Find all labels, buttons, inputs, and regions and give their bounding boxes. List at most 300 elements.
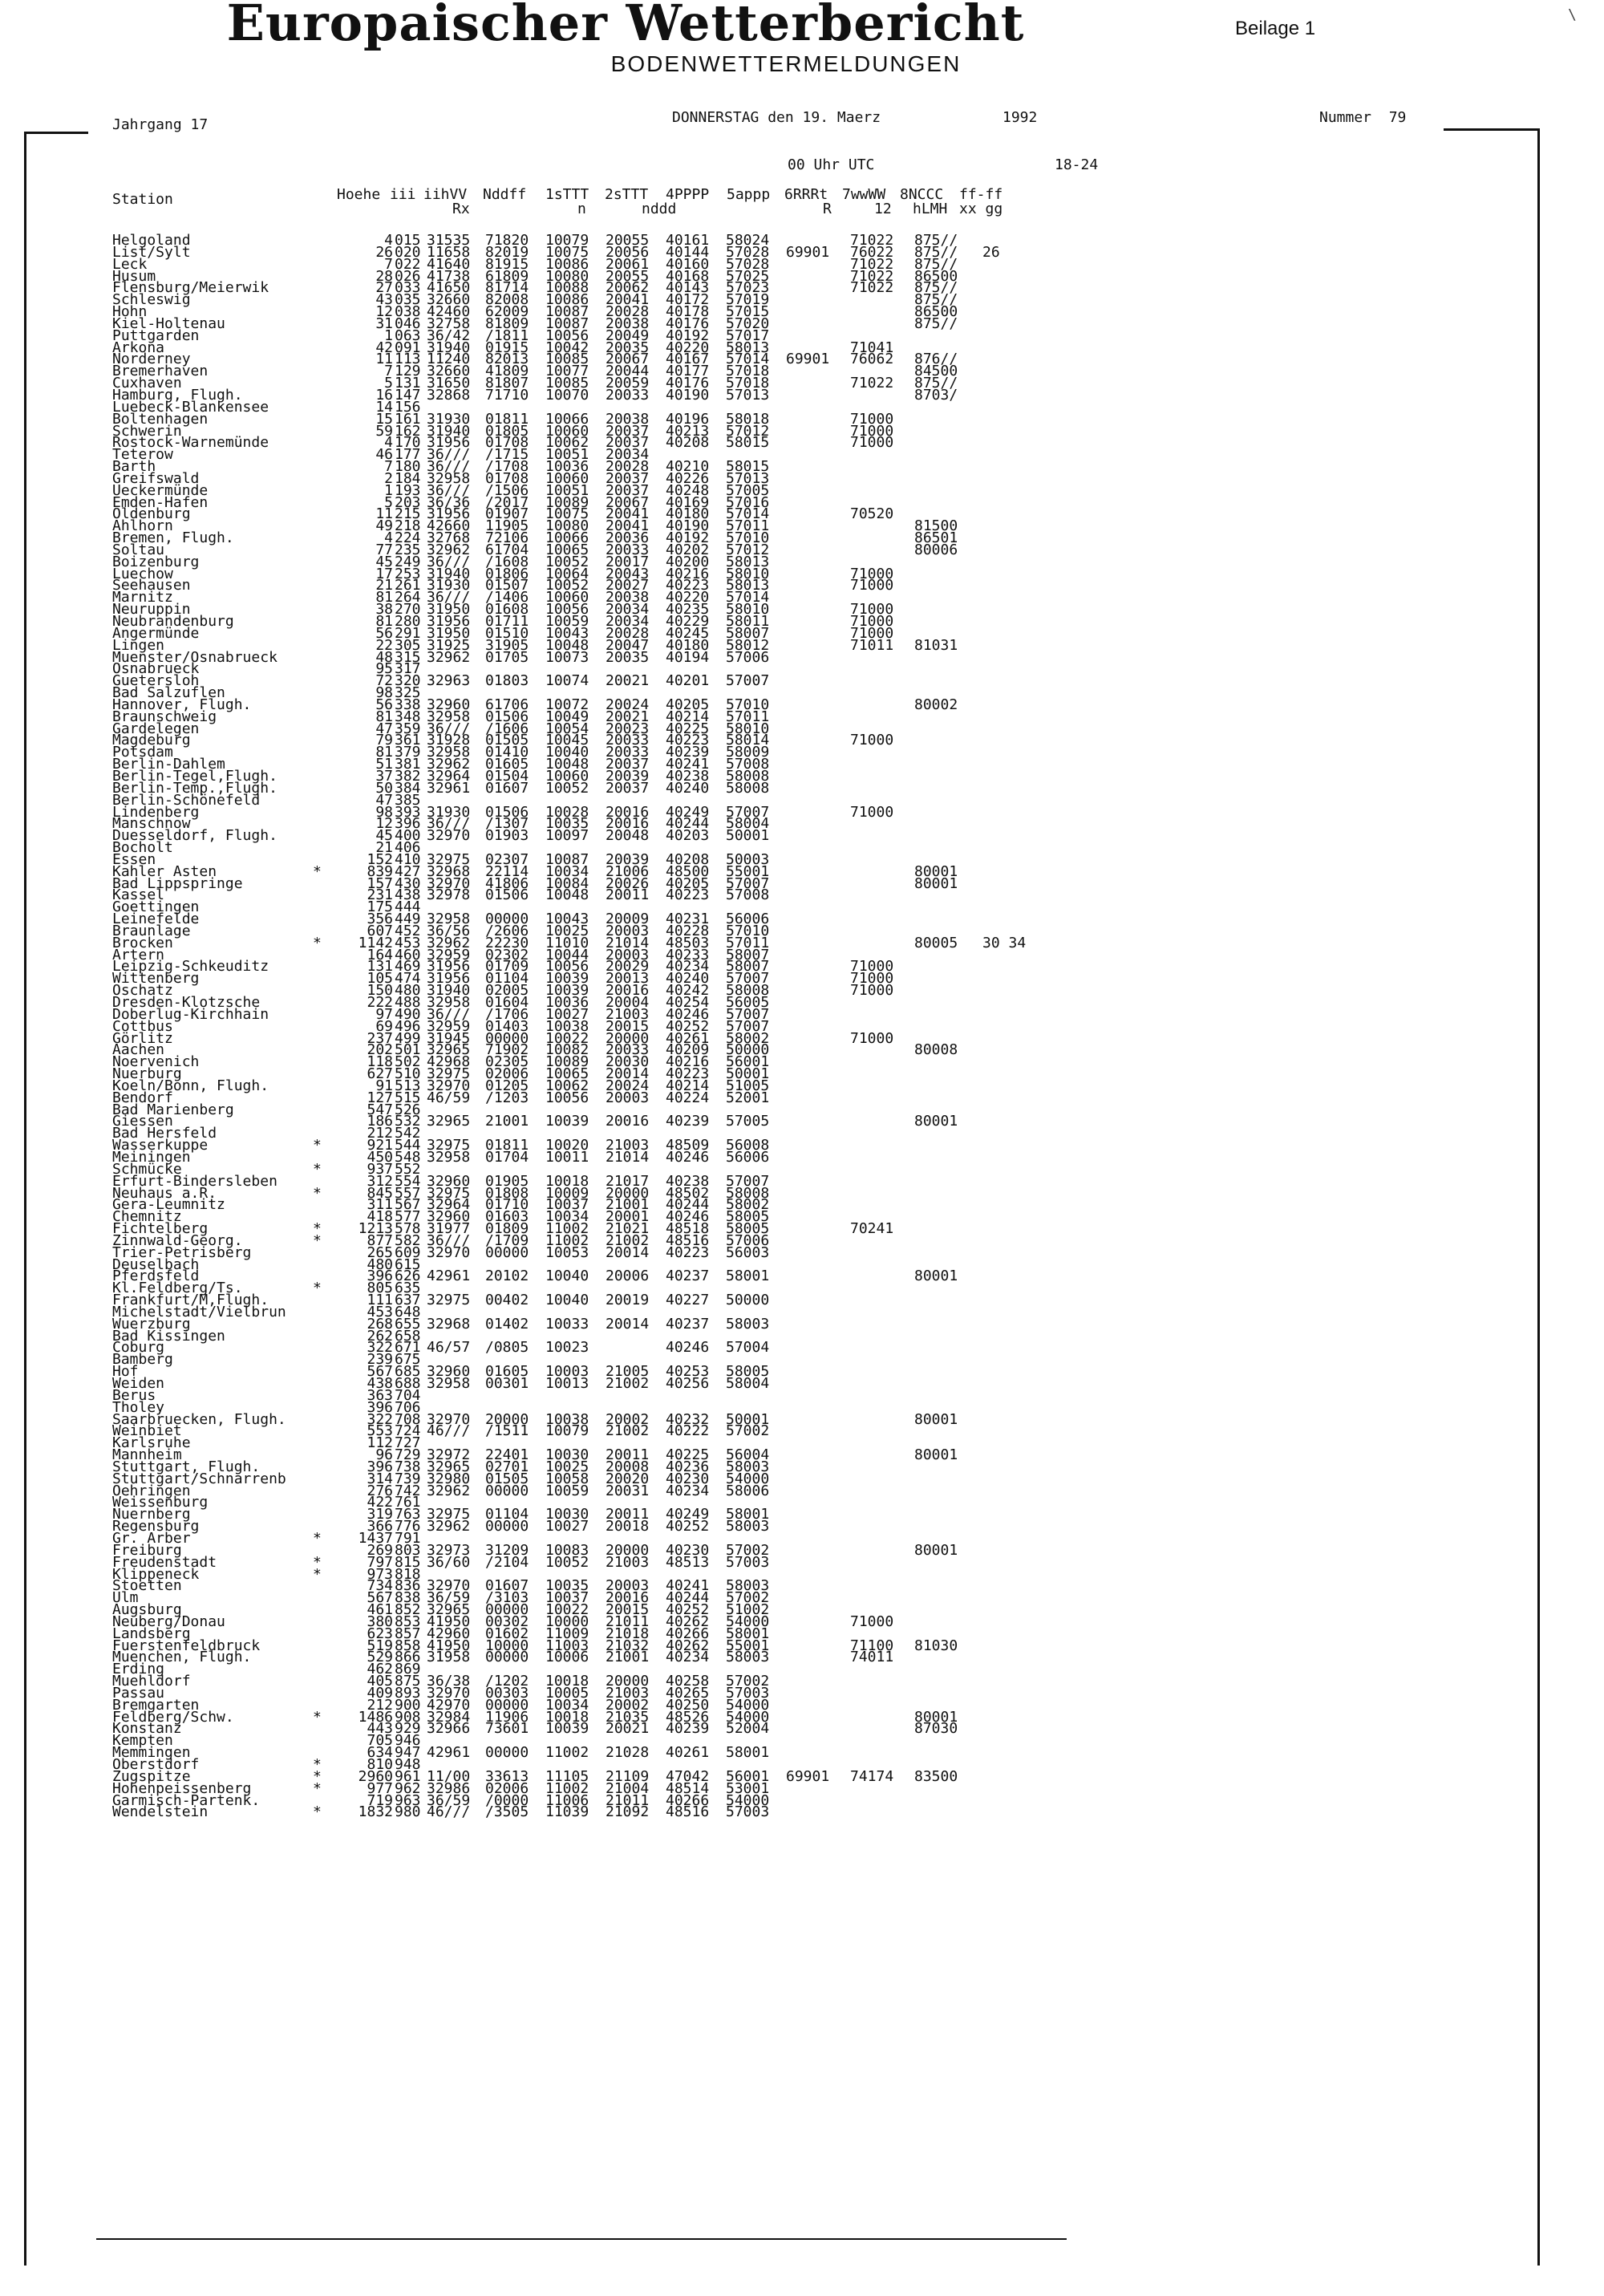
table-row <box>112 1577 1187 1595</box>
p4-value: 40239 <box>666 1113 710 1130</box>
nddff-value: 01602 <box>485 1625 529 1642</box>
station-index: 803 <box>395 1541 421 1559</box>
nddff-value: 00000 <box>485 1744 529 1762</box>
t1-value: 10044 <box>545 946 589 963</box>
n8-value: 86501 <box>914 529 958 547</box>
t1-value: 10080 <box>545 517 589 535</box>
table-row <box>112 1708 1187 1726</box>
nddff-value: 11906 <box>485 1708 529 1726</box>
station-name: Berus <box>112 1386 156 1404</box>
p5-value: 58001 <box>726 1506 770 1523</box>
p5-value: 58013 <box>726 553 770 570</box>
station-index: 948 <box>395 1756 421 1773</box>
t2-value: 20059 <box>606 375 650 392</box>
iihvv-value: 36/// <box>427 446 471 464</box>
iihvv-value: 11240 <box>427 351 471 368</box>
station-index: 480 <box>395 982 421 1000</box>
station-name: Gr. Arber <box>112 1529 191 1547</box>
height-value: 623 <box>367 1625 393 1642</box>
station-name: Duesseldorf, Flugh. <box>112 827 277 845</box>
p5-value: 57015 <box>726 303 770 321</box>
height-value: 81 <box>375 589 393 606</box>
t2-value: 20037 <box>606 481 650 499</box>
iihvv-value: 32975 <box>427 1184 471 1202</box>
height-value: 15 <box>375 410 393 428</box>
t1-value: 11002 <box>545 1231 589 1249</box>
t2-value: 20004 <box>606 994 650 1011</box>
w7-value: 76062 <box>850 351 894 368</box>
station-name: Kiel-Holtenau <box>112 314 225 332</box>
station-index: 253 <box>395 565 421 582</box>
t2-value: 20035 <box>606 648 650 666</box>
station-name: Aachen <box>112 1041 165 1059</box>
p4-value: 40253 <box>666 1363 710 1381</box>
height-value: 356 <box>367 911 393 928</box>
table-row <box>112 375 1187 392</box>
height-value: 26 <box>375 243 393 261</box>
col-2sttt: 2sTTT <box>605 186 649 203</box>
table-row <box>112 327 1187 344</box>
p4-value: 40160 <box>666 255 710 273</box>
w7-value: 71100 <box>850 1637 894 1654</box>
p5-value: 58003 <box>726 1649 770 1666</box>
t1-value: 10089 <box>545 493 589 511</box>
nddff-value: 01711 <box>485 613 529 630</box>
p4-value: 40258 <box>666 1673 710 1690</box>
height-value: 322 <box>367 1410 393 1428</box>
station-name: Bamberg <box>112 1351 173 1369</box>
p4-value: 40265 <box>666 1684 710 1702</box>
t1-value: 11003 <box>545 1637 589 1654</box>
station-name: Muehldorf <box>112 1673 191 1690</box>
w7-value: 71022 <box>850 375 894 392</box>
t1-value: 10020 <box>545 1137 589 1154</box>
t1-value: 10037 <box>545 1589 589 1607</box>
beilage-label: Beilage 1 <box>1235 18 1316 39</box>
nddff-value: 01604 <box>485 994 529 1011</box>
nddff-value: 00000 <box>485 1029 529 1047</box>
t2-value: 20001 <box>606 1208 650 1226</box>
iihvv-value: 32973 <box>427 1541 471 1559</box>
t1-value: 10079 <box>545 232 589 249</box>
station-index: 685 <box>395 1363 421 1381</box>
t1-value: 11105 <box>545 1767 589 1785</box>
iihvv-value: 41950 <box>427 1612 471 1630</box>
t2-value: 20043 <box>606 565 650 582</box>
station-index: 946 <box>395 1732 421 1750</box>
p4-value: 40230 <box>666 1541 710 1559</box>
col-station: Station <box>112 191 173 208</box>
t2-value: 20011 <box>606 886 650 904</box>
height-value: 977 <box>367 1779 393 1797</box>
iihvv-value: 32959 <box>427 946 471 963</box>
station-name: Wendelstein <box>112 1803 209 1821</box>
table-row <box>112 922 1187 939</box>
n8-value: 80001 <box>914 1708 958 1726</box>
w7-value: 70520 <box>850 505 894 523</box>
frame-top-right-rule <box>1444 128 1540 131</box>
iihvv-value: 46/57 <box>427 1339 471 1357</box>
station-name: Passau <box>112 1684 165 1702</box>
t2-value: 20041 <box>606 517 650 535</box>
t1-value: 10048 <box>545 756 589 773</box>
t2-value: 20033 <box>606 541 650 558</box>
col-1sttt-sub: n <box>577 201 586 217</box>
iihvv-value: 32968 <box>427 1315 471 1333</box>
iihvv-value: 32962 <box>427 648 471 666</box>
p5-value: 54000 <box>726 1696 770 1714</box>
nddff-value: /3103 <box>485 1589 529 1607</box>
p5-value: 57010 <box>726 696 770 713</box>
nddff-value: 00301 <box>485 1375 529 1392</box>
station-index: 235 <box>395 541 421 558</box>
p4-value: 40223 <box>666 577 710 594</box>
station-index: 384 <box>395 779 421 797</box>
t2-value: 20067 <box>606 351 650 368</box>
nddff-value: 01505 <box>485 732 529 749</box>
station-name: Bad Lippspringe <box>112 874 243 892</box>
table-row <box>112 684 1187 702</box>
iihvv-value: 31956 <box>427 505 471 523</box>
table-row <box>112 1779 1187 1797</box>
station-name: Feldberg/Schw. <box>112 1708 234 1726</box>
station-name: Koeln/Bonn, Flugh. <box>112 1077 269 1094</box>
height-value: 186 <box>367 1113 393 1130</box>
nddff-value: 01505 <box>485 1470 529 1487</box>
t1-value: 10043 <box>545 911 589 928</box>
mountain-marker: * <box>313 1529 322 1547</box>
p4-value: 40143 <box>666 279 710 297</box>
station-name: Oehringen <box>112 1482 191 1499</box>
iihvv-value: 32970 <box>427 1684 471 1702</box>
t1-value: 10077 <box>545 363 589 380</box>
iihvv-value: 42660 <box>427 517 471 535</box>
station-name: Dresden-Klotzsche <box>112 994 261 1011</box>
n8-value: 80001 <box>914 874 958 892</box>
table-row <box>112 827 1187 845</box>
nddff-value: 02701 <box>485 1458 529 1475</box>
height-value: 845 <box>367 1184 393 1202</box>
mountain-marker: * <box>313 934 322 951</box>
table-row <box>112 613 1187 630</box>
p4-value: 48514 <box>666 1779 710 1797</box>
height-value: 105 <box>367 970 393 988</box>
n8-value: 80001 <box>914 1446 958 1464</box>
p4-value: 40239 <box>666 744 710 761</box>
height-value: 461 <box>367 1601 393 1619</box>
height-value: 152 <box>367 850 393 868</box>
station-name: Oschatz <box>112 982 173 1000</box>
t2-value: 20019 <box>606 1292 650 1309</box>
station-index: 184 <box>395 469 421 487</box>
t2-value: 21003 <box>606 1553 650 1571</box>
station-index: 474 <box>395 970 421 988</box>
height-value: 69 <box>375 1017 393 1035</box>
w7-value: 71000 <box>850 732 894 749</box>
height-value: 462 <box>367 1661 393 1678</box>
t2-value: 20037 <box>606 434 650 452</box>
t2-value: 20037 <box>606 422 650 440</box>
p5-value: 58012 <box>726 636 770 654</box>
w7-value: 71041 <box>850 339 894 356</box>
t1-value: 10072 <box>545 696 589 713</box>
station-name: Luechow <box>112 565 173 582</box>
t2-value: 20028 <box>606 303 650 321</box>
nddff-value: 01507 <box>485 577 529 594</box>
height-value: 1486 <box>358 1708 393 1726</box>
station-name: Erfurt-Bindersleben <box>112 1172 277 1190</box>
station-name: Karlsruhe <box>112 1434 191 1452</box>
table-row <box>112 1053 1187 1071</box>
table-row <box>112 1113 1187 1130</box>
nddff-value: 01504 <box>485 767 529 785</box>
nddff-value: 21001 <box>485 1113 529 1130</box>
nddff-value: 01104 <box>485 1506 529 1523</box>
iihvv-value: 31956 <box>427 613 471 630</box>
p5-value: 58007 <box>726 624 770 642</box>
table-row <box>112 291 1187 309</box>
station-index: 836 <box>395 1577 421 1595</box>
iihvv-value: 31950 <box>427 601 471 619</box>
t2-value: 20016 <box>606 1589 650 1607</box>
table-row <box>112 1351 1187 1369</box>
p5-value: 58001 <box>726 1625 770 1642</box>
p4-value: 40240 <box>666 970 710 988</box>
period-label: 18-24 <box>1055 156 1099 173</box>
p4-value: 40214 <box>666 708 710 725</box>
p5-value: 58008 <box>726 982 770 1000</box>
nddff-value: 01608 <box>485 601 529 619</box>
nddff-value: 31209 <box>485 1541 529 1559</box>
height-value: 45 <box>375 553 393 570</box>
w7-value: 74011 <box>850 1649 894 1666</box>
mountain-marker: * <box>313 1708 322 1726</box>
station-name: Luebeck-Blankensee <box>112 398 269 416</box>
table-row <box>112 720 1187 737</box>
nddff-value: 01903 <box>485 827 529 845</box>
iihvv-value: 32966 <box>427 1720 471 1738</box>
station-name: Meiningen <box>112 1148 191 1166</box>
iihvv-value: 36/// <box>427 1231 471 1249</box>
station-name: Berlin-Temp.,Flugh. <box>112 779 277 797</box>
station-index: 554 <box>395 1172 421 1190</box>
iihvv-value: 42961 <box>427 1268 471 1285</box>
t2-value: 20039 <box>606 767 650 785</box>
t1-value: 10043 <box>545 624 589 642</box>
height-value: 150 <box>367 982 393 1000</box>
height-value: 131 <box>367 958 393 976</box>
p5-value: 52004 <box>726 1720 770 1738</box>
nddff-value: 01710 <box>485 1196 529 1214</box>
station-name: Neuhaus a.R. <box>112 1184 217 1202</box>
t2-value: 20006 <box>606 1268 650 1285</box>
nddff-value: 00000 <box>485 1601 529 1619</box>
nddff-value: 61704 <box>485 541 529 558</box>
iihvv-value: 31940 <box>427 565 471 582</box>
p4-value: 40209 <box>666 1041 710 1059</box>
p5-value: 50000 <box>726 1041 770 1059</box>
p5-value: 53001 <box>726 1779 770 1797</box>
t1-value: 10011 <box>545 1148 589 1166</box>
t1-value: 10075 <box>545 505 589 523</box>
t1-value: 10087 <box>545 303 589 321</box>
t2-value: 21109 <box>606 1767 650 1785</box>
t1-value: 10097 <box>545 827 589 845</box>
height-value: 72 <box>375 672 393 690</box>
iihvv-value: 32960 <box>427 1208 471 1226</box>
height-value: 363 <box>367 1386 393 1404</box>
height-value: 719 <box>367 1791 393 1809</box>
p5-value: 57002 <box>726 1673 770 1690</box>
station-index: 438 <box>395 886 421 904</box>
nddff-value: 71710 <box>485 386 529 404</box>
page-corner-mark: \ <box>1568 6 1577 23</box>
station-name: Frankfurt/M,Flugh. <box>112 1292 269 1309</box>
w7-value: 71000 <box>850 434 894 452</box>
table-row <box>112 1255 1187 1273</box>
station-name: Husum <box>112 267 156 285</box>
n8-value: 875// <box>914 279 958 297</box>
height-value: 37 <box>375 767 393 785</box>
p4-value: 48509 <box>666 1137 710 1154</box>
nddff-value: 61706 <box>485 696 529 713</box>
p4-value: 40237 <box>666 1268 710 1285</box>
table-row <box>112 1612 1187 1630</box>
table-row <box>112 577 1187 594</box>
p4-value: 40266 <box>666 1625 710 1642</box>
height-value: 380 <box>367 1612 393 1630</box>
t2-value: 20011 <box>606 1506 650 1523</box>
height-value: 17 <box>375 565 393 582</box>
height-value: 11 <box>375 505 393 523</box>
p5-value: 58011 <box>726 613 770 630</box>
p4-value: 40167 <box>666 351 710 368</box>
station-index: 224 <box>395 529 421 547</box>
nddff-value: 02307 <box>485 850 529 868</box>
station-name: Stuttgart, Flugh. <box>112 1458 261 1475</box>
station-name: Hof <box>112 1363 139 1381</box>
p5-value: 58013 <box>726 339 770 356</box>
station-index: 400 <box>395 827 421 845</box>
t1-value: 10039 <box>545 1113 589 1130</box>
p4-value: 40216 <box>666 565 710 582</box>
station-index: 015 <box>395 232 421 249</box>
p5-value: 57007 <box>726 672 770 690</box>
p5-value: 57014 <box>726 505 770 523</box>
station-name: Mannheim <box>112 1446 182 1464</box>
w7-value: 71000 <box>850 803 894 821</box>
w7-value: 71000 <box>850 1612 894 1630</box>
nddff-value: 01605 <box>485 756 529 773</box>
table-row <box>112 696 1187 713</box>
t1-value: 10037 <box>545 1196 589 1214</box>
t2-value: 20049 <box>606 327 650 344</box>
p4-value: 40241 <box>666 1577 710 1595</box>
height-value: 231 <box>367 886 393 904</box>
t2-value: 20016 <box>606 1113 650 1130</box>
t2-value: 20024 <box>606 1077 650 1094</box>
t2-value: 20023 <box>606 720 650 737</box>
iihvv-value: 32960 <box>427 1172 471 1190</box>
p5-value: 57002 <box>726 1541 770 1559</box>
station-name: Hamburg, Flugh. <box>112 386 243 404</box>
t2-value: 20033 <box>606 1041 650 1059</box>
height-value: 45 <box>375 827 393 845</box>
iihvv-value: 32975 <box>427 850 471 868</box>
col-2sttt-sub: nddd <box>642 201 677 217</box>
station-index: 963 <box>395 1791 421 1809</box>
height-value: 322 <box>367 1339 393 1357</box>
t2-value: 21011 <box>606 1791 650 1809</box>
t2-value: 20044 <box>606 363 650 380</box>
nddff-value: 01410 <box>485 744 529 761</box>
p4-value: 40249 <box>666 1506 710 1523</box>
t1-value: 10062 <box>545 1077 589 1094</box>
station-index: 675 <box>395 1351 421 1369</box>
height-value: 973 <box>367 1565 393 1583</box>
station-name: Leipzig-Schkeuditz <box>112 958 269 976</box>
station-index: 552 <box>395 1160 421 1178</box>
nddff-value: 01603 <box>485 1208 529 1226</box>
height-value: 237 <box>367 1029 393 1047</box>
t2-value: 21092 <box>606 1803 650 1821</box>
t2-value: 20036 <box>606 529 650 547</box>
station-name: Noervenich <box>112 1053 200 1071</box>
t1-value: 10060 <box>545 767 589 785</box>
height-value: 7 <box>384 363 393 380</box>
height-value: 547 <box>367 1101 393 1118</box>
station-index: 742 <box>395 1482 421 1499</box>
t1-value: 10056 <box>545 601 589 619</box>
iihvv-value: 41950 <box>427 1637 471 1654</box>
station-index: 875 <box>395 1673 421 1690</box>
p5-value: 58003 <box>726 1518 770 1535</box>
height-value: 634 <box>367 1744 393 1762</box>
iihvv-value: 36/60 <box>427 1553 471 1571</box>
p5-value: 54000 <box>726 1612 770 1630</box>
station-name: Hohenpeissenberg <box>112 1779 252 1797</box>
p4-value: 40237 <box>666 1315 710 1333</box>
table-row <box>112 1756 1187 1773</box>
t1-value: 10052 <box>545 577 589 594</box>
iihvv-value: 36/36 <box>427 493 471 511</box>
station-name: Helgoland <box>112 232 191 249</box>
t2-value: 20047 <box>606 636 650 654</box>
height-value: 21 <box>375 577 393 594</box>
n8-value: 80001 <box>914 1113 958 1130</box>
height-value: 4 <box>384 529 393 547</box>
table-row <box>112 1803 1187 1821</box>
table-row <box>112 1041 1187 1059</box>
height-value: 222 <box>367 994 393 1011</box>
station-name: Doberlug-Kirchhain <box>112 1005 269 1023</box>
p5-value: 58002 <box>726 1029 770 1047</box>
iihvv-value: 41640 <box>427 255 471 273</box>
p4-value: 40176 <box>666 375 710 392</box>
station-index: 452 <box>395 922 421 939</box>
w7-value: 71022 <box>850 267 894 285</box>
t2-value: 20038 <box>606 589 650 606</box>
height-value: 22 <box>375 636 393 654</box>
nddff-value: /1307 <box>485 815 529 833</box>
height-value: 43 <box>375 291 393 309</box>
height-value: 269 <box>367 1541 393 1559</box>
station-index: 499 <box>395 1029 421 1047</box>
p4-value: 40223 <box>666 732 710 749</box>
p5-value: 58024 <box>726 232 770 249</box>
iihvv-value: 11658 <box>427 243 471 261</box>
t2-value: 21002 <box>606 1231 650 1249</box>
